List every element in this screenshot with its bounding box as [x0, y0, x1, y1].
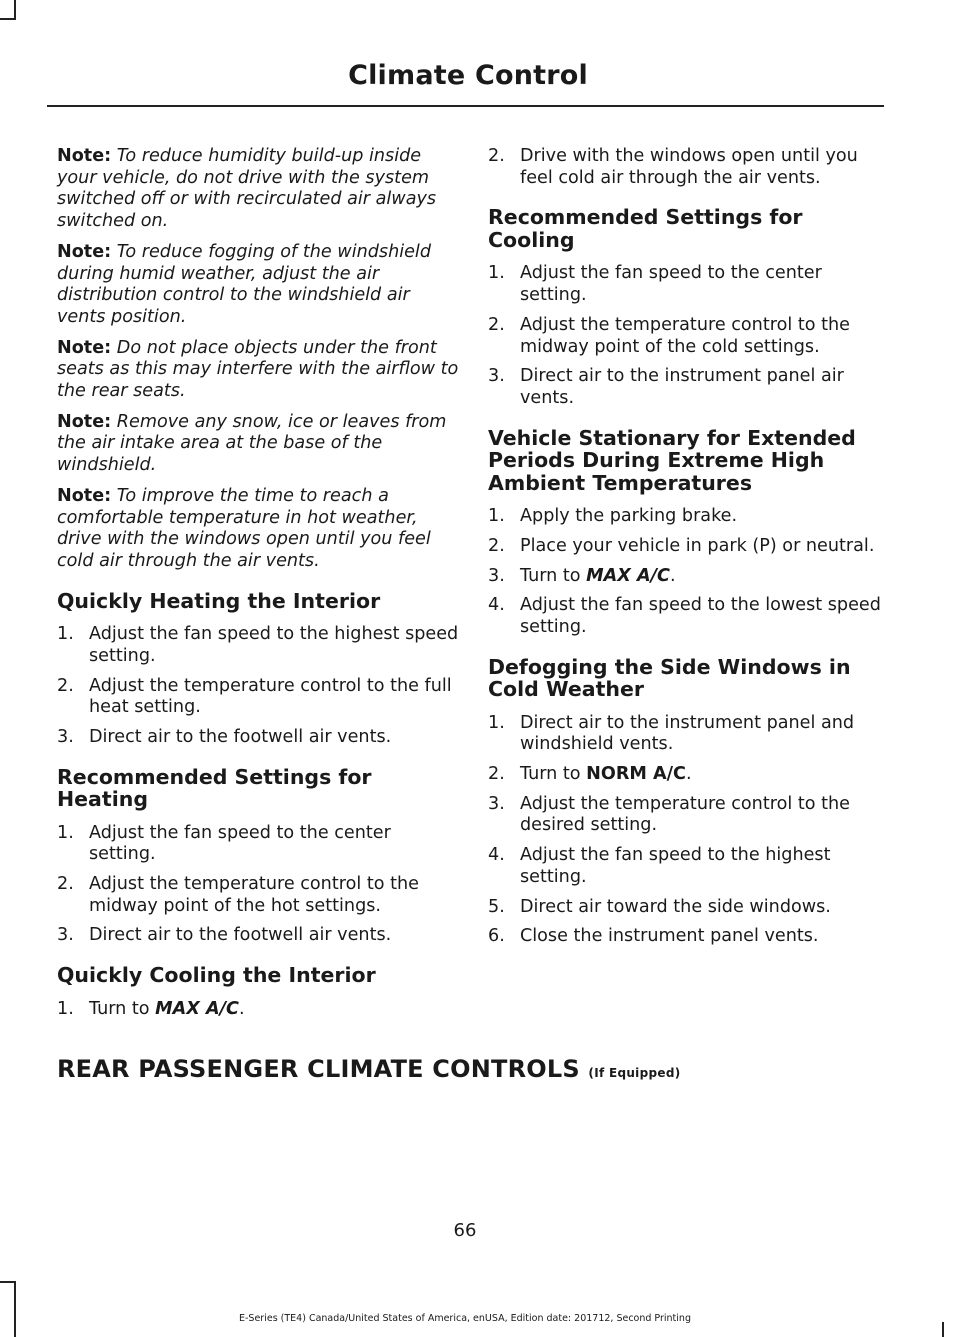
list-item: 2. Turn to NORM A/C.	[488, 764, 692, 785]
list-item: 1. Apply the parking brake.	[488, 506, 738, 527]
defog-steps	[488, 713, 884, 948]
crop-mark	[0, 1281, 16, 1283]
section-heading-rec-heat: Recommended Settings for Heating	[57, 764, 372, 812]
quick-heat-steps	[57, 624, 460, 749]
list-item: 2. Adjust the temperature control to the midway point of the cold settings.	[488, 314, 850, 357]
section-heading-stationary: Vehicle Stationary for Extended Periods During Extreme High Ambient Temperatures	[488, 425, 856, 495]
crop-mark	[0, 18, 16, 20]
note: Note: Do not place objects under the front seats as this may interfere with the airflow to the rear seats.	[57, 337, 459, 402]
rec-heat-steps	[57, 823, 460, 948]
stationary-steps	[488, 506, 884, 639]
section-heading-rec-cool: Recommended Settings for Cooling	[488, 205, 803, 252]
footer-edition-info: E-Series (TE4) Canada/United States of America, enUSA, Edition date: 201712, Second Printing	[239, 1313, 691, 1324]
section-heading-quick-cool: Quickly Cooling the Interior	[57, 963, 376, 988]
list-item: 2. Drive with the windows open until you feel cold air through the air vents.	[488, 146, 858, 188]
page-title: Climate Control	[348, 60, 588, 91]
list-item: 1. Direct air to the instrument panel and windshield vents.	[488, 712, 855, 755]
list-item: 3. Direct air to the footwell air vents.	[57, 726, 392, 747]
crop-mark	[14, 1281, 16, 1337]
list-item: 3. Direct air to the footwell air vents.	[57, 925, 392, 946]
rec-cool-steps	[488, 263, 884, 409]
list-item: 2. Adjust the temperature control to the full heat setting.	[57, 675, 452, 718]
section-heading-defog: Defogging the Side Windows in Cold Weather	[488, 654, 851, 702]
list-item: 1. Adjust the fan speed to the center setting.	[488, 263, 822, 306]
list-item: 1. Adjust the fan speed to the center setting.	[57, 822, 391, 865]
list-item: 2. Adjust the temperature control to the midway point of the hot settings.	[57, 874, 419, 916]
quick-cool-steps	[57, 999, 460, 1021]
section-title-rear-climate: REAR PASSENGER CLIMATE CONTROLS (If Equipped)	[57, 1055, 681, 1083]
crop-mark	[942, 1322, 944, 1337]
note: Note: Remove any snow, ice or leaves from the air intake area at the base of the windshield.	[57, 411, 447, 476]
list-item: 3. Turn to MAX A/C.	[488, 565, 676, 586]
list-item: 1. Turn to MAX A/C.	[57, 998, 245, 1019]
note: Note: To reduce humidity build-up inside your vehicle, do not drive with the system switched off or with recirculated air always switched on.	[57, 146, 437, 232]
list-item: 2. Place your vehicle in park (P) or neutral.	[488, 535, 875, 556]
list-item: 1. Adjust the fan speed to the highest speed setting.	[57, 624, 459, 666]
list-item: 5. Direct air toward the side windows.	[488, 896, 831, 917]
note: Note: To improve the time to reach a comfortable temperature in hot weather, drive with the windows open until you feel cold air through the air vents.	[57, 485, 431, 571]
list-item: 4. Adjust the fan speed to the highest setting.	[488, 845, 831, 887]
crop-mark	[14, 0, 16, 20]
header-divider	[47, 105, 884, 107]
right-column	[488, 146, 884, 956]
note: Note: To reduce fogging of the windshield during humid weather, adjust the air distribution control to the windshield air vents position.	[57, 241, 431, 327]
section-heading-quick-heat: Quickly Heating the Interior	[57, 588, 381, 613]
left-column	[57, 146, 460, 1028]
list-item: 3. Adjust the temperature control to the desired setting.	[488, 793, 850, 836]
list-item: 6. Close the instrument panel vents.	[488, 926, 819, 947]
quick-cool-steps-continued	[488, 146, 884, 189]
list-item: 4. Adjust the fan speed to the lowest speed setting.	[488, 595, 881, 637]
list-item: 3. Direct air to the instrument panel air vents.	[488, 366, 844, 408]
page-number: 66	[453, 1220, 477, 1241]
